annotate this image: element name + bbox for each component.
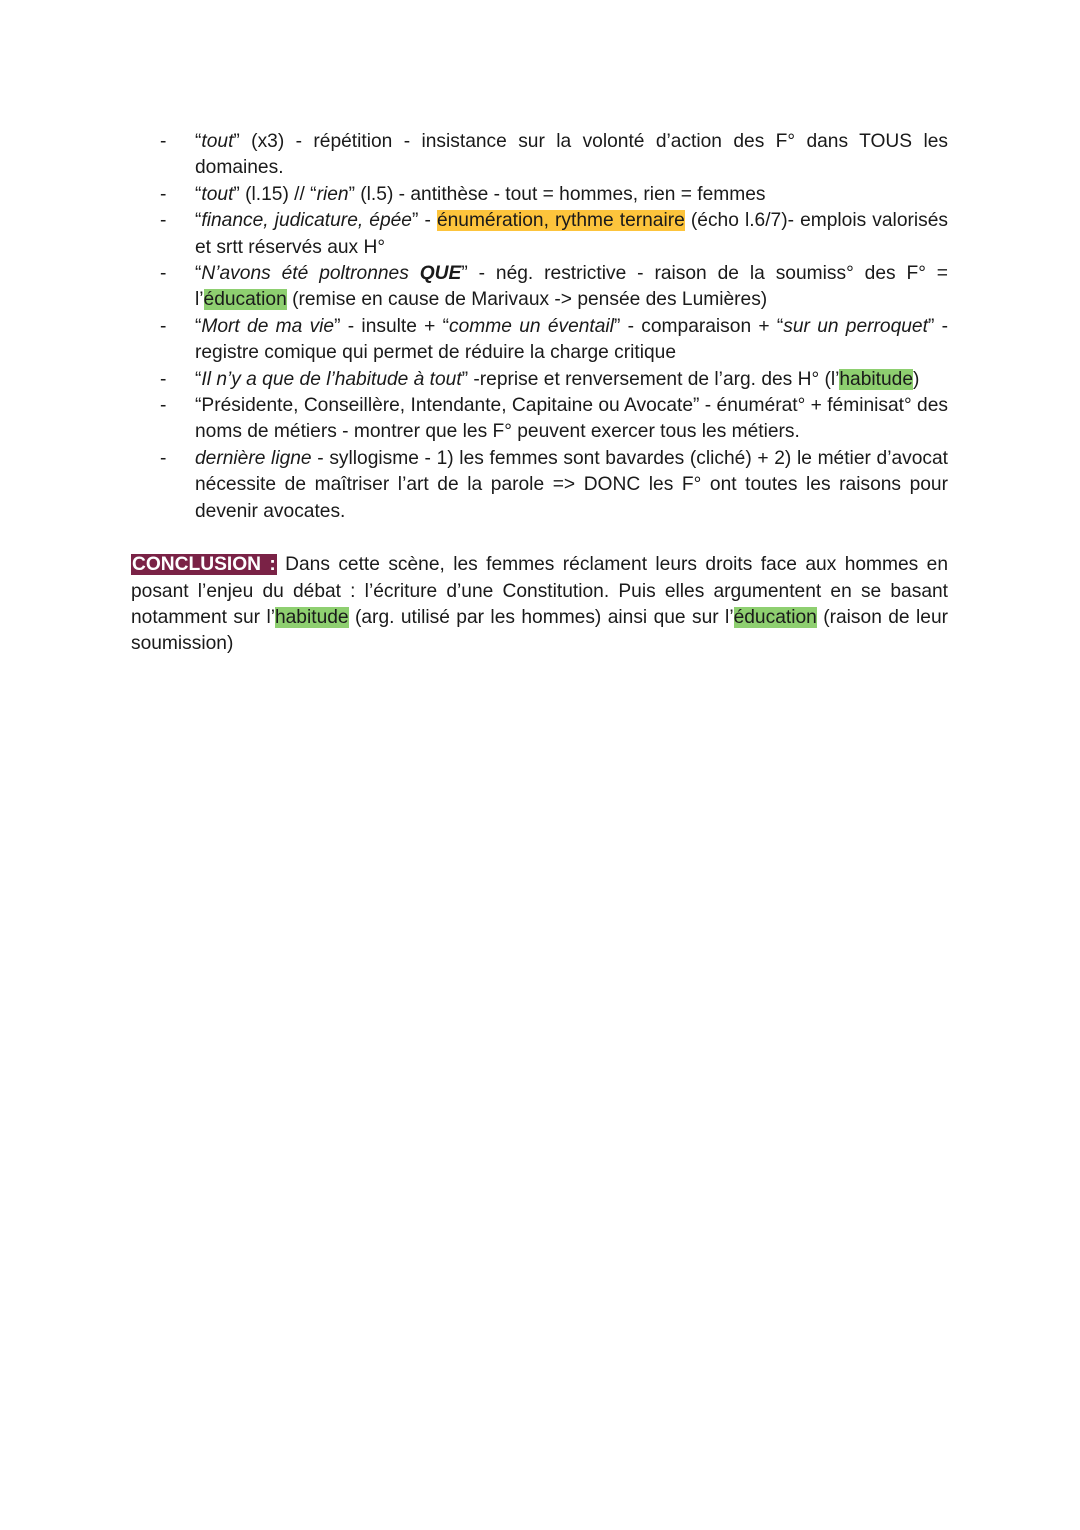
text-segment: “ [195, 368, 202, 390]
quote-italic: Il n’y a que de l’habitude à tout [201, 368, 462, 390]
quote-italic: tout [201, 183, 234, 205]
quote-italic: sur un perroquet [783, 315, 928, 337]
quote-italic: tout [201, 131, 234, 152]
text-segment: “ [195, 315, 202, 337]
text-segment: ” - nég. restrictive - raison de la soumiss° des F° = l’ [195, 263, 949, 311]
highlight-green: éducation [733, 606, 817, 628]
quote-italic: N’avons été poltronnes [201, 263, 420, 285]
analysis-bullet-list [131, 129, 948, 525]
text-segment: “ [195, 131, 202, 152]
highlight-green: habitude [274, 606, 349, 628]
quote-italic: Mort de ma vie [201, 315, 335, 337]
text-segment: (arg. utilisé par les hommes) ainsi que sur l’ [348, 606, 734, 628]
quote-italic: QUE [419, 263, 462, 285]
highlight-green: habitude [839, 368, 914, 390]
text-segment: - syllogisme - 1) les femmes sont bavardes (cliché) + 2) le métier d’avocat nécessite de maîtriser l’art de la parole => DONC les F° ont toutes les raisons pour devenir avocates. [195, 447, 948, 522]
highlight-green: éducation [203, 289, 287, 311]
text-segment: ” (l.5) - antithèse - tout = hommes, rien = femmes [348, 183, 766, 205]
bullet-item [131, 446, 948, 525]
text-segment: (écho l.6/7)- emplois valorisés et srtt réservés aux H° [195, 210, 948, 258]
bullet-item [131, 314, 948, 367]
text-segment: “Présidente, Conseillère, Intendante, Capitaine ou Avocate” - énumérat° + féminisat° des noms de métiers - montrer que les F° peuvent exercer tous les métiers. [195, 395, 948, 443]
text-segment: ) [913, 368, 920, 390]
text-segment: ” (l.15) // “ [233, 183, 317, 205]
bullet-item [131, 393, 948, 446]
bullet-item [131, 208, 948, 261]
quote-italic: comme un éventail [449, 315, 614, 337]
conclusion-paragraph [131, 552, 948, 658]
text-segment: (raison de leur soumission) [131, 606, 948, 655]
bullet-item [131, 129, 948, 182]
text-segment: “ [195, 263, 202, 285]
text-segment: “ [195, 183, 202, 205]
text-segment: ” - [411, 210, 437, 232]
text-segment: ” - registre comique qui permet de réduire la charge critique [195, 315, 948, 364]
highlight-yellow: énumération, rythme ternaire [436, 210, 685, 232]
bullet-item [131, 261, 948, 314]
bullet-item [131, 367, 948, 393]
conclusion-label: CONCLUSION : [132, 554, 276, 576]
text-segment: ” - insulte + “ [334, 315, 450, 337]
quote-italic: finance, judicature, épée [201, 210, 412, 232]
text-segment: “ [195, 210, 202, 232]
text-segment: ” (x3) - répétition - insistance sur la volonté d’action des F° dans TOUS les domaines. [195, 131, 948, 179]
text-segment: ” -reprise et renversement de l’arg. des H° (l’ [461, 368, 840, 390]
quote-italic: rien [316, 183, 349, 205]
text-segment: (remise en cause de Marivaux -> pensée des Lumières) [286, 289, 768, 311]
bullet-item [131, 182, 948, 208]
quote-italic: dernière ligne [195, 447, 312, 469]
text-segment: Dans cette scène, les femmes réclament leurs droits face aux hommes en posant l’enjeu du débat : l’écriture d’une Constitution. Puis elles argumentent en se basant notamment sur l’ [131, 554, 948, 628]
text-segment: ” - comparaison + “ [613, 315, 784, 337]
